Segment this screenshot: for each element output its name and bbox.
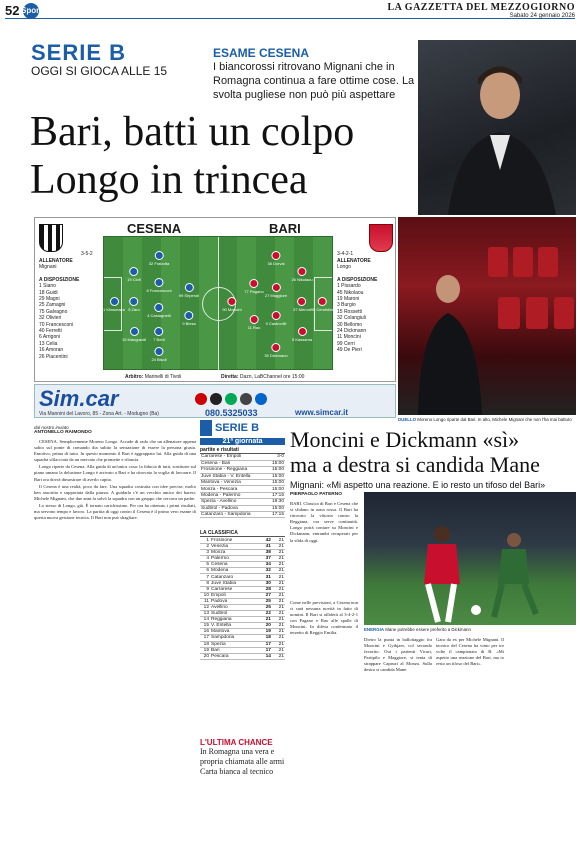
table-cell: 5 <box>200 562 210 568</box>
table-cell: 21 <box>272 562 285 568</box>
table-cell: 3 <box>200 550 210 556</box>
bench-player: 15 Rossetti <box>337 308 363 315</box>
bench-player: 30 Bellomo <box>337 321 363 328</box>
table-cell: 38 <box>258 550 272 556</box>
photo2-caption <box>364 627 576 632</box>
table-cell: 16 <box>200 629 210 635</box>
car-brand-icon <box>195 393 207 405</box>
home-team-name: CESENA <box>127 221 182 236</box>
away-team-name: BARI <box>269 221 301 236</box>
bench-player: 3 Burgio <box>337 302 356 309</box>
result-cell: 15:00 <box>267 460 285 466</box>
table-cell: Reggiana <box>210 617 258 623</box>
result-cell: Cesena - Bari <box>200 460 267 466</box>
photo-mignani <box>418 40 576 215</box>
paragraph: Il Cesena è una realtà, poco da fare. Una squadra costruita con idee precise, molto ben assortita e supportata dalla piazza. A guidarla c'è un vecchio amico dei baresi: Michele Mignani, che due anni fa salvò la squadra con un gruppo che cercava un padre. <box>34 483 196 501</box>
table-cell: 12 <box>200 604 210 610</box>
table-cell: V. Entella <box>210 623 258 629</box>
table-cell: 21 <box>272 604 285 610</box>
bench-player: 18 Guidi <box>39 289 58 296</box>
table-cell: 21 <box>272 556 285 562</box>
table-cell: 42 <box>258 537 272 543</box>
table-cell: Mantova <box>210 629 258 635</box>
home-formation: 3-5-2 <box>81 251 93 257</box>
ad-banner <box>34 384 396 418</box>
table-cell: 21 <box>272 544 285 550</box>
table-cell: Juve Stabia <box>210 580 258 586</box>
table-cell: 21 <box>272 568 285 574</box>
issue-date: Sabato 24 gennaio 2026 <box>509 13 575 19</box>
result-cell: 15:00 <box>267 467 285 473</box>
bench-player: 49 De Pieri <box>337 347 362 354</box>
player-marker: 90 Moncini <box>222 297 241 312</box>
table-cell: 21 <box>272 611 285 617</box>
article-1-body <box>34 439 196 521</box>
referee-label: Arbitro: <box>125 374 144 380</box>
results-table <box>200 454 285 518</box>
result-cell: 19:30 <box>267 499 285 505</box>
table-cell: 28 <box>258 586 272 592</box>
table-cell: 17 <box>258 647 272 653</box>
round-label: 21ª giornata <box>200 438 285 445</box>
result-cell: 15:00 <box>267 505 285 511</box>
photo-caption <box>398 417 576 422</box>
table-cell: Empoli <box>210 592 258 598</box>
table-cell: Frosinone <box>210 537 258 543</box>
ad-address: Via Mannini del Lavoro, 85 - Zona Art. - Modugno (Ba) <box>39 411 159 417</box>
bench-player: 70 Francesconi <box>39 321 74 328</box>
article-2-col3-text: Dietro la punta in ballottaggio fra Moncini e Gytkjaer, col secondo favorito. Out i partenti Vicari, Partipilo e Maggiore, si tenta di strappare Capruzi al Monza. Sulla destra si candida Mane. <box>364 637 432 673</box>
result-cell: 15:00 <box>267 473 285 479</box>
table-cell: 25 <box>258 598 272 604</box>
ad-phone: 080.5325033 <box>205 408 258 418</box>
table-cell: 18 <box>200 641 210 647</box>
ad-web: www.simcar.it <box>295 408 349 417</box>
table-cell: Sudtirol <box>210 611 258 617</box>
photo-mane <box>364 492 576 625</box>
page-number: 52 <box>5 3 20 18</box>
table-cell: Padova <box>210 598 258 604</box>
pitch <box>103 236 333 370</box>
away-bench-label: A DISPOSIZIONE <box>337 276 378 283</box>
byline: ANTONELLO RAIMONDO <box>34 430 92 435</box>
player-marker: 8 Francesconi <box>146 278 171 293</box>
table-cell: 14 <box>258 653 272 659</box>
table-cell: Monza <box>210 550 258 556</box>
table-cell: 21 <box>272 537 285 543</box>
result-cell: Spezia - Avellino <box>200 499 267 505</box>
table-cell: 11 <box>200 598 210 604</box>
away-formation: 3-4-2-1 <box>337 251 354 257</box>
story-subhead: I biancorossi ritrovano Mignani che in Romagna continua a fare ottime cose. La svolta pugliese non può più aspettare <box>213 61 415 101</box>
result-cell: 17:15 <box>267 492 285 498</box>
home-bench-label: A DISPOSIZIONE <box>39 276 80 283</box>
table-cell: 41 <box>258 544 272 550</box>
bench-player: 99 Cerri <box>337 340 355 347</box>
away-info <box>337 258 395 354</box>
table-cell: 2 <box>200 544 210 550</box>
table-cell: 17 <box>200 635 210 641</box>
last-chance-label: L'ULTIMA CHANCE <box>200 738 273 747</box>
player-marker: 15 Mangraviti <box>122 327 146 342</box>
car-brand-icon <box>240 393 252 405</box>
table-cell: 21 <box>272 592 285 598</box>
player-marker: 19 Ciofi <box>127 267 141 282</box>
car-brand-icon <box>210 393 222 405</box>
bench-player: 11 Moncini <box>337 334 361 341</box>
result-cell: 15:00 <box>267 480 285 486</box>
table-cell: 22 <box>258 611 272 617</box>
table-cell: Palermo <box>210 556 258 562</box>
article-2-head <box>290 427 576 491</box>
result-cell: Carrarese - Empoli <box>200 454 267 460</box>
table-cell: Cesena <box>210 562 258 568</box>
player-marker: 1 Klinsmann <box>103 297 125 312</box>
article-2-col-3 <box>364 637 432 674</box>
article-2-col-4 <box>436 637 504 667</box>
table-cell: Avellino <box>210 604 258 610</box>
table-cell: 21 <box>272 586 285 592</box>
table-cell: 21 <box>272 647 285 653</box>
table-cell: Spezia <box>210 641 258 647</box>
section-title-block <box>31 40 167 78</box>
table-label: LA CLASSIFICA <box>200 530 285 537</box>
standings-table <box>200 537 285 659</box>
player-marker: 39 Dickmann <box>264 343 287 358</box>
bench-player: 26 Piacentini <box>39 353 68 360</box>
table-cell: 10 <box>200 592 210 598</box>
player-marker: 9 Blesa <box>182 311 195 326</box>
section-title: SERIE B <box>31 40 127 65</box>
caption2-text: Mane potrebbe essere preferito a Dickmann <box>385 627 471 632</box>
article-2-col4-text: Gara da ex per Michele Mignani. Il tecnico del Cesena ha vinto per tre volte il campionato di B. «Mi aspetto una reazione del Bari, ma io resto un tifoso del Bari». <box>436 637 504 667</box>
results-label: partite e risultati <box>200 447 285 454</box>
table-cell: 1 <box>200 537 210 543</box>
article-2-col-2 <box>290 600 358 637</box>
bench-player: 29 Magni <box>39 296 60 303</box>
car-brand-icon <box>225 393 237 405</box>
story-kicker: ESAME CESENA <box>213 46 310 60</box>
result-cell: Frosinone - Reggiana <box>200 467 267 473</box>
article-2-headline-2: ma a destra si candida Mane <box>290 452 540 477</box>
player-marker: 26 Nikolaou <box>291 267 312 282</box>
article-1 <box>34 425 196 522</box>
player-marker: 27 Maggiore <box>265 283 287 298</box>
result-cell: Mantova - Venezia <box>200 480 267 486</box>
table-cell: 20 <box>258 623 272 629</box>
table-cell: 21 <box>272 574 285 580</box>
table-cell: 21 <box>272 550 285 556</box>
table-cell: Modena <box>210 568 258 574</box>
table-cell: 37 <box>258 556 272 562</box>
player-marker: 11 Rao <box>248 315 261 330</box>
table-cell: Bari <box>210 647 258 653</box>
player-marker: 77 Pagano <box>244 279 263 294</box>
player-marker: 9 Castrovilli <box>266 311 287 326</box>
caption2-label: ENERGIA <box>364 627 385 632</box>
paragraph: CESENA. Semplicemente Moreno Longo. Accade di rado che un allenatore appena salito sul ponte di comando dia subito la sensazione di essere la persona giusta. Emotivo, prima di tutto. In questo momento il Bari è aggrappato lui. Alla guida di una squadra sfilacciata da un mercato che promette e rilancia. <box>34 439 196 463</box>
player-marker: 5 Zaro <box>128 297 140 312</box>
caption-text: Moreno Longo riparte dal Bari. In alto, Michele Mignani che non l'ha mai battuto <box>417 417 572 422</box>
players-icon <box>364 492 576 625</box>
player-marker: 38 Dorval <box>267 251 284 266</box>
table-cell: 21 <box>272 641 285 647</box>
table-cell: 17 <box>258 641 272 647</box>
byline-2: PIERPAOLO PATERNO <box>290 492 342 497</box>
standings-header <box>200 420 285 436</box>
last-chance-box <box>200 738 285 777</box>
result-cell: 17:15 <box>267 512 285 518</box>
ad-brand: Sim.car <box>39 386 119 411</box>
car-brand-icon <box>255 393 267 405</box>
table-cell: 19 <box>258 629 272 635</box>
home-info <box>39 258 99 360</box>
result-cell: 3-0 <box>267 454 285 460</box>
bench-player: 1 Pissardo <box>337 283 361 290</box>
table-cell: 21 <box>272 635 285 641</box>
lineup-box <box>34 217 396 382</box>
player-marker: 95 Cerofolini <box>311 297 333 312</box>
table-cell: 4 <box>200 556 210 562</box>
byline-pre: dal nostro inviato <box>34 425 69 430</box>
serie-b-logo-icon <box>200 420 212 436</box>
top-story-headline <box>30 108 430 204</box>
result-cell: Juve Stabia - V. Entella <box>200 473 267 479</box>
player-marker: 37 Meroni <box>293 297 311 312</box>
home-coach: Mignani <box>39 264 57 271</box>
table-cell: 21 <box>272 598 285 604</box>
article-2-col-1 <box>290 492 358 544</box>
bench-player: 1 Siano <box>39 283 56 290</box>
table-cell: 6 <box>200 568 210 574</box>
table-cell: 7 <box>200 574 210 580</box>
table-cell: 21 <box>272 653 285 659</box>
result-cell: 15:00 <box>267 486 285 492</box>
player-marker: 4 Castagnetti <box>147 303 171 318</box>
headline-line-2: Longo in trincea <box>30 157 308 203</box>
result-row <box>200 512 285 518</box>
away-bench-list <box>337 283 395 353</box>
bench-player: 24 Dickmann <box>337 328 367 335</box>
player-marker: 99 Shpendi <box>179 283 199 298</box>
table-cell: Venezia <box>210 544 258 550</box>
bari-crest-icon <box>369 224 393 252</box>
bench-player: 13 Celia <box>39 340 58 347</box>
sport-logo: Sport <box>23 3 39 19</box>
table-cell: Pescara <box>210 653 258 659</box>
result-cell: Modena - Palermo <box>200 492 267 498</box>
result-row <box>200 473 285 479</box>
player-marker: 24 Bisoli <box>151 347 166 362</box>
bench-player: 32 Olivieri <box>39 315 62 322</box>
bench-player: 45 Nikolaou <box>337 289 364 296</box>
table-cell: 32 <box>258 568 272 574</box>
bench-player: 19 Maroni <box>337 296 360 303</box>
section-subtitle: OGGI SI GIOCA ALLE 15 <box>31 64 168 78</box>
away-coach-label: ALLENATORE <box>337 258 371 264</box>
table-row <box>200 653 285 659</box>
article-2-col1-text: BARI. Classica di Bari e Cesena che si sfidano in zona rossa. Il Bari ha ritrovato la vittoria contro la Reggiana, ora serve continuità. Longo potrà contare su Moncini e Dickmann, entrambi recuperati per la sfida di oggi. <box>290 501 358 543</box>
paragraph: Longo riparte da Cesena. Alla guida di un'unica cosa: la fiducia di tutti, sostituire sul piano umano la delusione Longo è arrivato a Bari e ha ritrovato la voglia di lavorare. Il Bari ora dovrà dimostrare di averlo capito. <box>34 464 196 482</box>
standings-box <box>200 420 285 660</box>
table-cell: 19 <box>200 647 210 653</box>
table-cell: Carrarese <box>210 586 258 592</box>
newspaper-name: LA GAZZETTA DEL MEZZOGIORNO <box>387 2 575 13</box>
result-row <box>200 467 285 473</box>
table-cell: 15 <box>200 623 210 629</box>
referee-line <box>125 374 181 380</box>
table-cell: 27 <box>258 592 272 598</box>
table-cell: 14 <box>200 617 210 623</box>
player-marker: 32 Frabotta <box>149 251 169 266</box>
caption-label: DUELLO <box>398 417 417 422</box>
table-cell: 30 <box>258 580 272 586</box>
tv: Dazn, LaBChannel ore 15:00 <box>239 374 305 380</box>
page-header <box>5 3 575 19</box>
table-cell: Catanzaro <box>210 574 258 580</box>
table-cell: 31 <box>258 574 272 580</box>
home-coach-label: ALLENATORE <box>39 258 73 264</box>
player-marker: 5 Kassama <box>292 327 312 342</box>
article-2-dek: Mignani: «Mi aspetto una reazione. E io resto un tifoso del Bari» <box>290 480 546 490</box>
tv-line <box>221 374 304 380</box>
table-cell: 34 <box>258 562 272 568</box>
photo-longo <box>398 217 576 415</box>
ad-car-logos <box>195 393 285 407</box>
paragraph: Lo stesso di Longo, già. È tornato carichissimo. Per ora ha ottenuto i primi risultati, ma servono tempo e lavoro. La partita di oggi contro il Cesena è il primo vero esame di questa nuova gestione tecnica. Il Bari non può sbagliare. <box>34 502 196 521</box>
bench-player: 40 Ferretti <box>39 328 62 335</box>
away-coach: Longo <box>337 264 351 271</box>
player-marker: 7 Berti <box>153 327 165 342</box>
last-chance-text: In Romagna una vera e propria chiamata alle armi Carta bianca al tecnico <box>200 747 285 776</box>
standings-brand: SERIE B <box>215 422 260 434</box>
table-cell: 21 <box>272 580 285 586</box>
table-cell: 21 <box>272 629 285 635</box>
table-cell: Sampdoria <box>210 635 258 641</box>
bench-player: 32 Colangiuli <box>337 315 366 322</box>
table-cell: 21 <box>272 623 285 629</box>
article-2-col2-text: Come nelle previsioni, a Cesena non ci sarà nessuna novità in fatto di uomini. Il Bari si affiderà al 3-4-2-1 con Pagano e Rao alle spalle di Moncini. In difesa confermato il terzetto di Reggio Emilia. <box>290 600 358 636</box>
headline-line-1: Bari, batti un colpo <box>30 109 355 155</box>
coach-silhouette-icon <box>418 40 576 215</box>
table-cell: 9 <box>200 586 210 592</box>
result-cell: Monza - Pescara <box>200 486 267 492</box>
result-cell: Catanzaro - Sampdoria <box>200 512 267 518</box>
table-cell: 8 <box>200 580 210 586</box>
referee: Marinelli di Tivoli <box>144 374 182 380</box>
table-cell: 13 <box>200 611 210 617</box>
cesena-crest-icon <box>39 224 63 252</box>
article-2-headline-1: Moncini e Dickmann «sì» <box>290 427 520 452</box>
table-cell: 25 <box>258 604 272 610</box>
top-story-intro <box>213 46 415 102</box>
table-cell: 18 <box>258 635 272 641</box>
bench-player: 25 Zamagni <box>39 302 66 309</box>
result-cell: Sudtirol - Padova <box>200 505 267 511</box>
home-bench-list <box>39 283 99 360</box>
bench-player: 16 Amoran <box>39 347 64 354</box>
table-cell: 21 <box>272 617 285 623</box>
table-cell: 20 <box>200 653 210 659</box>
tv-label: Diretta: <box>221 374 239 380</box>
bench-player: 6 Arrigoni <box>39 334 61 341</box>
stadium-seats-icon <box>398 217 576 415</box>
table-cell: 21 <box>258 617 272 623</box>
bench-player: 75 Galvagno <box>39 308 68 315</box>
